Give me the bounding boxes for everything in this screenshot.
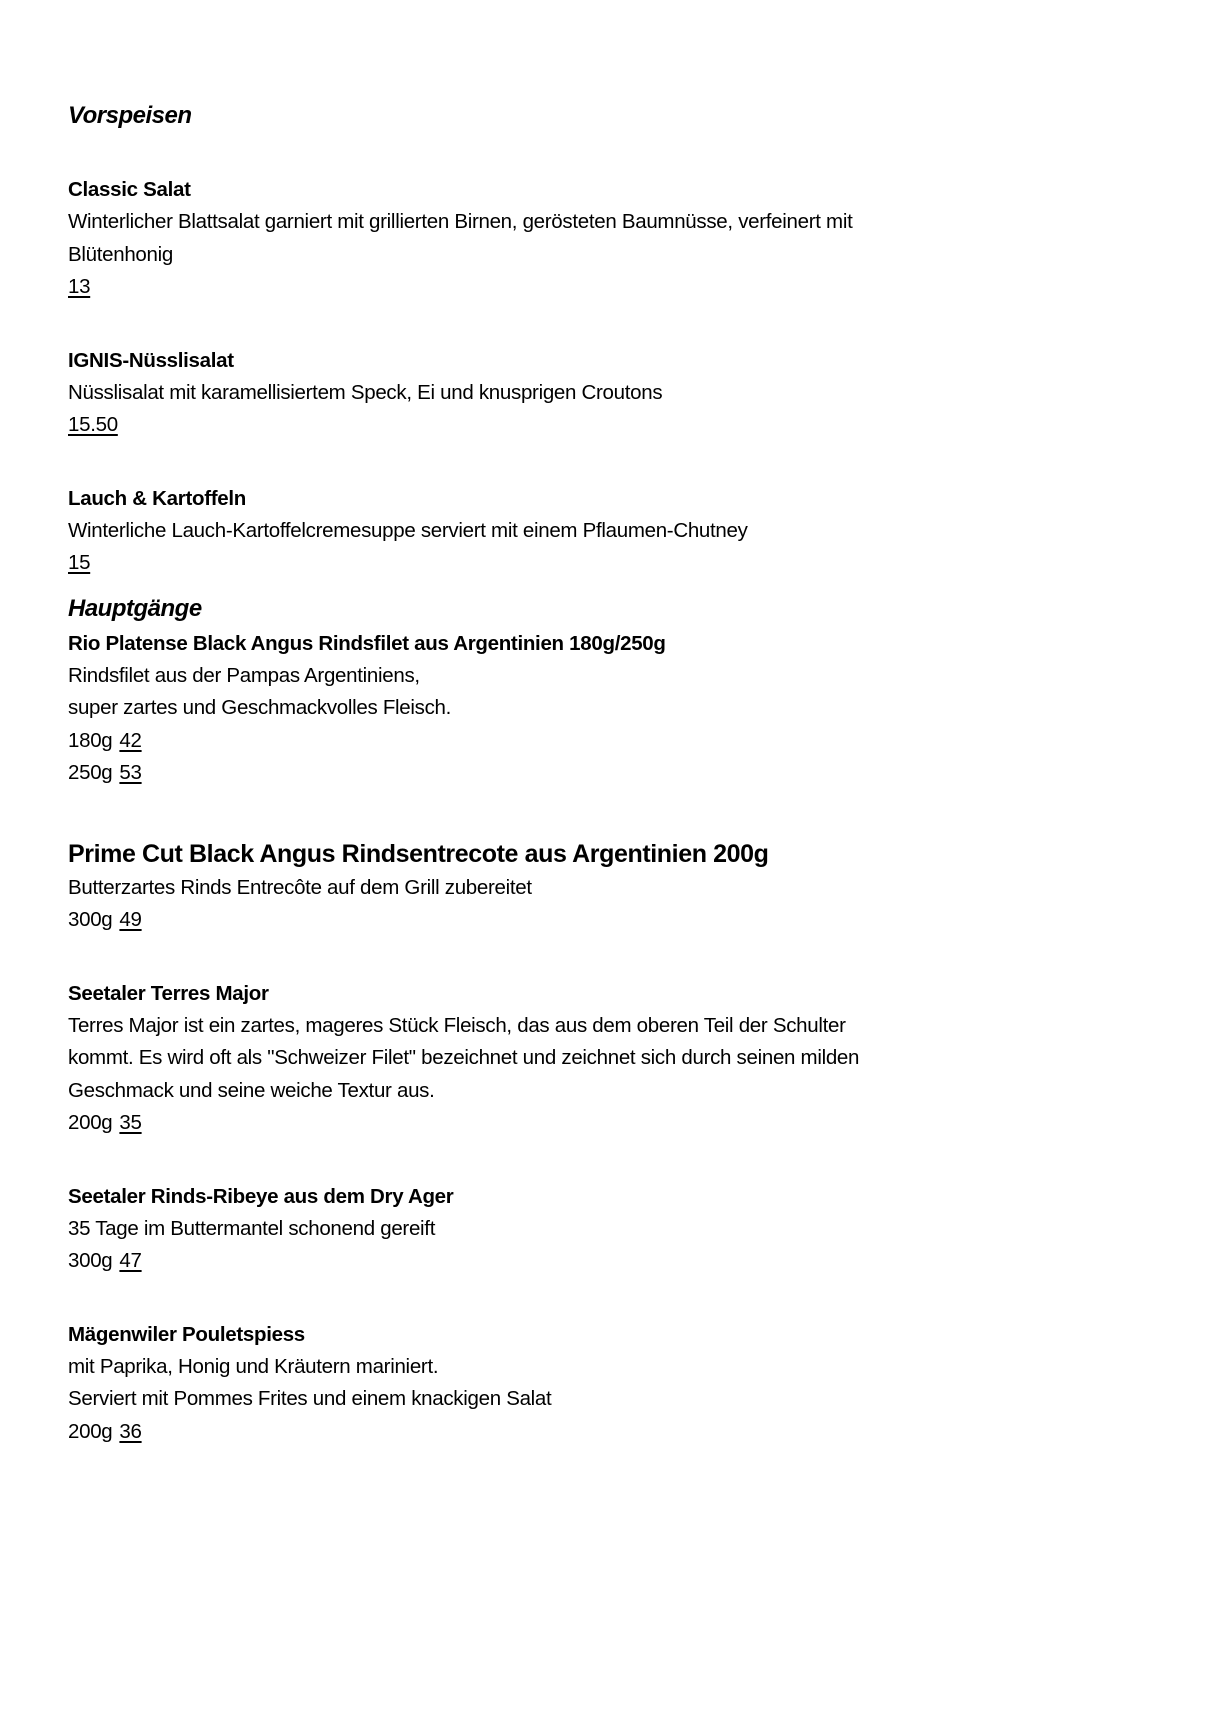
section-title: Vorspeisen xyxy=(68,102,192,129)
item-price-line xyxy=(68,547,1162,580)
item-description-line: mit Paprika, Honig und Kräutern mariniert. xyxy=(68,1354,439,1378)
menu-item xyxy=(68,1181,1162,1278)
item-description-line: super zartes und Geschmackvolles Fleisch. xyxy=(68,696,452,719)
item-description-line: kommt. Es wird oft als "Schweizer Filet" bezeichnet und zeichnet sich durch seinen milden xyxy=(68,1046,860,1069)
item-price-line xyxy=(68,904,1162,937)
menu-item xyxy=(68,483,1162,580)
price-weight-label: 300g xyxy=(68,1249,113,1272)
item-name: IGNIS-Nüsslisalat xyxy=(68,348,234,372)
item-price-line xyxy=(68,271,1162,304)
menu-section-hauptgaenge xyxy=(68,592,1162,1449)
price-weight-label: 250g xyxy=(68,761,113,784)
item-description-line: Terres Major ist ein zartes, mageres Stück Fleisch, das aus dem oberen Teil der Schulter xyxy=(68,1013,846,1037)
price-value: 35 xyxy=(119,1111,142,1134)
price-value: 15.50 xyxy=(68,413,118,436)
price-weight-label: 300g xyxy=(68,908,113,931)
item-price-line xyxy=(68,409,1162,442)
menu-item xyxy=(68,345,1162,442)
menu-item xyxy=(68,628,1162,790)
price-value: 15 xyxy=(68,551,91,574)
item-price-line xyxy=(68,1107,1162,1140)
item-name: Rio Platense Black Angus Rindsfilet aus Argentinien 180g/250g xyxy=(68,631,666,655)
item-description-line: Winterliche Lauch-Kartoffelcremesuppe serviert mit einem Pflaumen-Chutney xyxy=(68,518,748,542)
item-name: Classic Salat xyxy=(68,178,191,201)
item-description-line: Nüsslisalat mit karamellisiertem Speck, Ei und knusprigen Croutons xyxy=(68,380,663,404)
item-description-line: Blütenhonig xyxy=(68,242,173,266)
item-description-line: Butterzartes Rinds Entrecôte auf dem Grill zubereitet xyxy=(68,875,532,899)
price-value: 13 xyxy=(68,275,91,298)
item-description-line: Winterlicher Blattsalat garniert mit grillierten Birnen, gerösteten Baumnüsse, verfeinert mit xyxy=(68,210,853,233)
item-name: Mägenwiler Pouletspiess xyxy=(68,1322,305,1346)
price-weight-label: 200g xyxy=(68,1419,113,1443)
item-price-line xyxy=(68,1245,1162,1278)
item-price-line xyxy=(68,725,1162,758)
price-value: 53 xyxy=(119,761,142,784)
item-price-line xyxy=(68,757,1162,790)
price-value: 36 xyxy=(119,1419,142,1443)
item-name: Prime Cut Black Angus Rindsentrecote aus Argentinien 200g xyxy=(68,839,769,868)
menu-item xyxy=(68,978,1162,1140)
item-description-line: 35 Tage im Buttermantel schonend gereift xyxy=(68,1216,436,1240)
menu-section-vorspeisen xyxy=(68,99,1162,580)
item-description-line: Geschmack und seine weiche Textur aus. xyxy=(68,1078,435,1102)
menu-item xyxy=(68,174,1162,304)
price-value: 47 xyxy=(119,1249,142,1272)
menu-content xyxy=(68,99,1162,1448)
price-weight-label: 180g xyxy=(68,728,113,752)
section-title: Hauptgänge xyxy=(68,594,202,622)
menu-item xyxy=(68,836,1162,937)
item-name: Lauch & Kartoffeln xyxy=(68,486,246,510)
price-value: 42 xyxy=(119,728,142,752)
item-name: Seetaler Terres Major xyxy=(68,981,269,1005)
price-value: 49 xyxy=(119,908,142,931)
item-description-line: Rindsfilet aus der Pampas Argentiniens, xyxy=(68,663,420,687)
item-price-line xyxy=(68,1416,1162,1449)
item-description-line: Serviert mit Pommes Frites und einem knackigen Salat xyxy=(68,1387,552,1410)
item-name: Seetaler Rinds-Ribeye aus dem Dry Ager xyxy=(68,1184,454,1208)
price-weight-label: 200g xyxy=(68,1111,113,1134)
menu-item xyxy=(68,1319,1162,1449)
